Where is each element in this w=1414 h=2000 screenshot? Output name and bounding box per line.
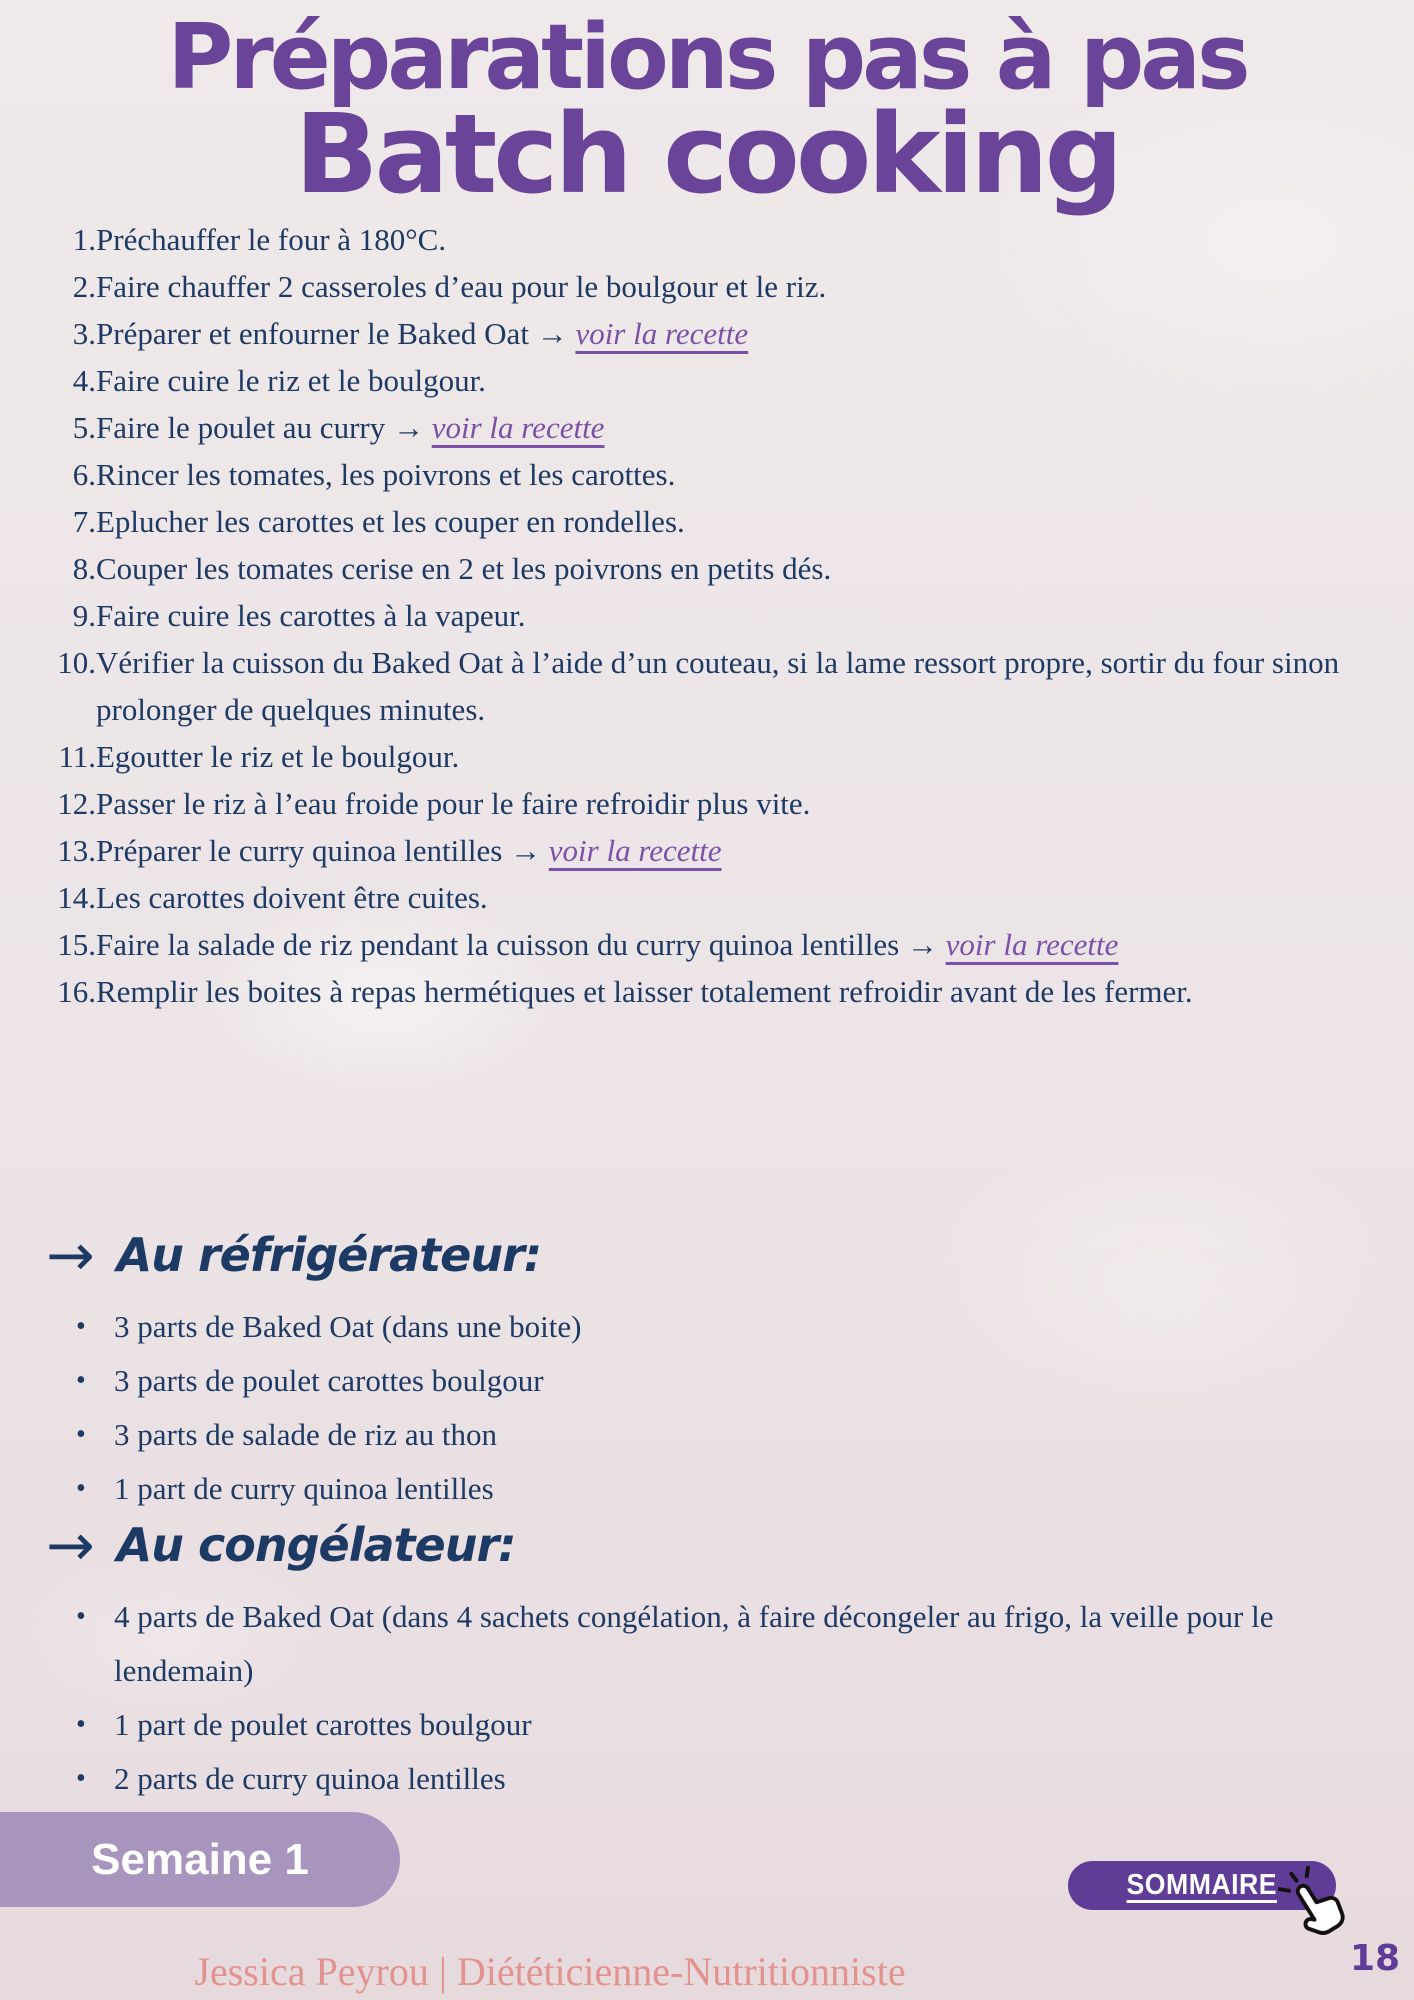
step-text: Les carottes doivent être cuites. [96,880,488,915]
step-text: Faire cuire le riz et le boulgour. [96,363,486,398]
list-item: • 2 parts de curry quinoa lentilles [70,1752,1360,1806]
recipe-link[interactable]: voir la recette [945,927,1119,962]
page-title-line2: Batch cooking [294,90,1120,219]
fridge-heading [46,1221,1360,1289]
step-item [96,639,1372,733]
step-item [96,874,1372,921]
step-item [96,827,1372,874]
arrow-icon: → [46,1221,95,1289]
step-text: Passer le riz à l’eau froide pour le faire refroidir plus vite. [96,786,811,821]
step-text: Rincer les tomates, les poivrons et les carottes. [96,457,676,492]
list-item: • 1 part de poulet carottes boulgour [70,1698,1360,1752]
week-badge [0,1812,400,1907]
freezer-heading-label: Au congélateur: [116,1518,516,1572]
list-item: • 3 parts de salade de riz au thon [70,1408,1360,1462]
list-item: • 3 parts de poulet carottes boulgour [70,1354,1360,1408]
step-text: Faire le poulet au curry → [96,410,432,445]
recipe-link[interactable]: voir la recette [431,410,605,445]
recipe-link[interactable]: voir la recette [548,833,722,868]
step-item [96,216,1372,263]
sommaire-button[interactable] [1068,1861,1336,1910]
step-item [96,263,1372,310]
step-text: Faire chauffer 2 casseroles d’eau pour le boulgour et le riz. [96,269,827,304]
arrow-icon: → [46,1511,95,1579]
recipe-link[interactable]: voir la recette [575,316,749,351]
step-text: Vérifier la cuisson du Baked Oat à l’aide d’un couteau, si la lame ressort propre, sortir du four sinon prolonger de quelques minutes. [96,645,1340,727]
step-text: Eplucher les carottes et les couper en rondelles. [96,504,685,539]
list-item: • 1 part de curry quinoa lentilles [70,1462,1360,1516]
step-item [96,498,1372,545]
step-item [96,968,1372,1015]
list-item: • 4 parts de Baked Oat (dans 4 sachets congélation, à faire décongeler au frigo, la veille pour le lendemain) [70,1590,1360,1698]
step-text: Préchauffer le four à 180°C. [96,222,447,257]
step-item [96,733,1372,780]
step-item [96,921,1372,968]
step-item [96,310,1372,357]
step-text: Préparer le curry quinoa lentilles → [96,833,549,868]
step-item [96,780,1372,827]
step-text: Remplir les boites à repas hermétiques et laisser totalement refroidir avant de les fermer. [96,974,1193,1009]
step-item [96,592,1372,639]
fridge-section [46,1221,1360,1516]
sommaire-button-label: SOMMAIRE [1126,1869,1278,1901]
footer-credit: Jessica Peyrou | Diététicienne-Nutritionniste [194,1949,906,1994]
step-text: Couper les tomates cerise en 2 et les poivrons en petits dés. [96,551,832,586]
step-text: Egoutter le riz et le boulgour. [96,739,460,774]
week-badge-label: Semaine 1 [91,1834,309,1884]
page-number: 18 [1350,1938,1401,1979]
step-item [96,451,1372,498]
step-text: Préparer et enfourner le Baked Oat → [96,316,576,351]
freezer-heading [46,1511,1360,1579]
step-text: Faire la salade de riz pendant la cuisson du curry quinoa lentilles → [96,927,946,962]
step-item [96,357,1372,404]
list-item: • 3 parts de Baked Oat (dans une boite) [70,1300,1360,1354]
freezer-section [46,1511,1360,1806]
freezer-list [70,1590,1360,1806]
step-text: Faire cuire les carottes à la vapeur. [96,598,526,633]
step-item [96,545,1372,592]
fridge-heading-label: Au réfrigérateur: [116,1228,542,1282]
step-item [96,404,1372,451]
steps-list [36,216,1382,1015]
page-title-line1: Préparations pas à pas [167,5,1247,110]
page-title [0,5,1414,219]
fridge-list [70,1300,1360,1516]
